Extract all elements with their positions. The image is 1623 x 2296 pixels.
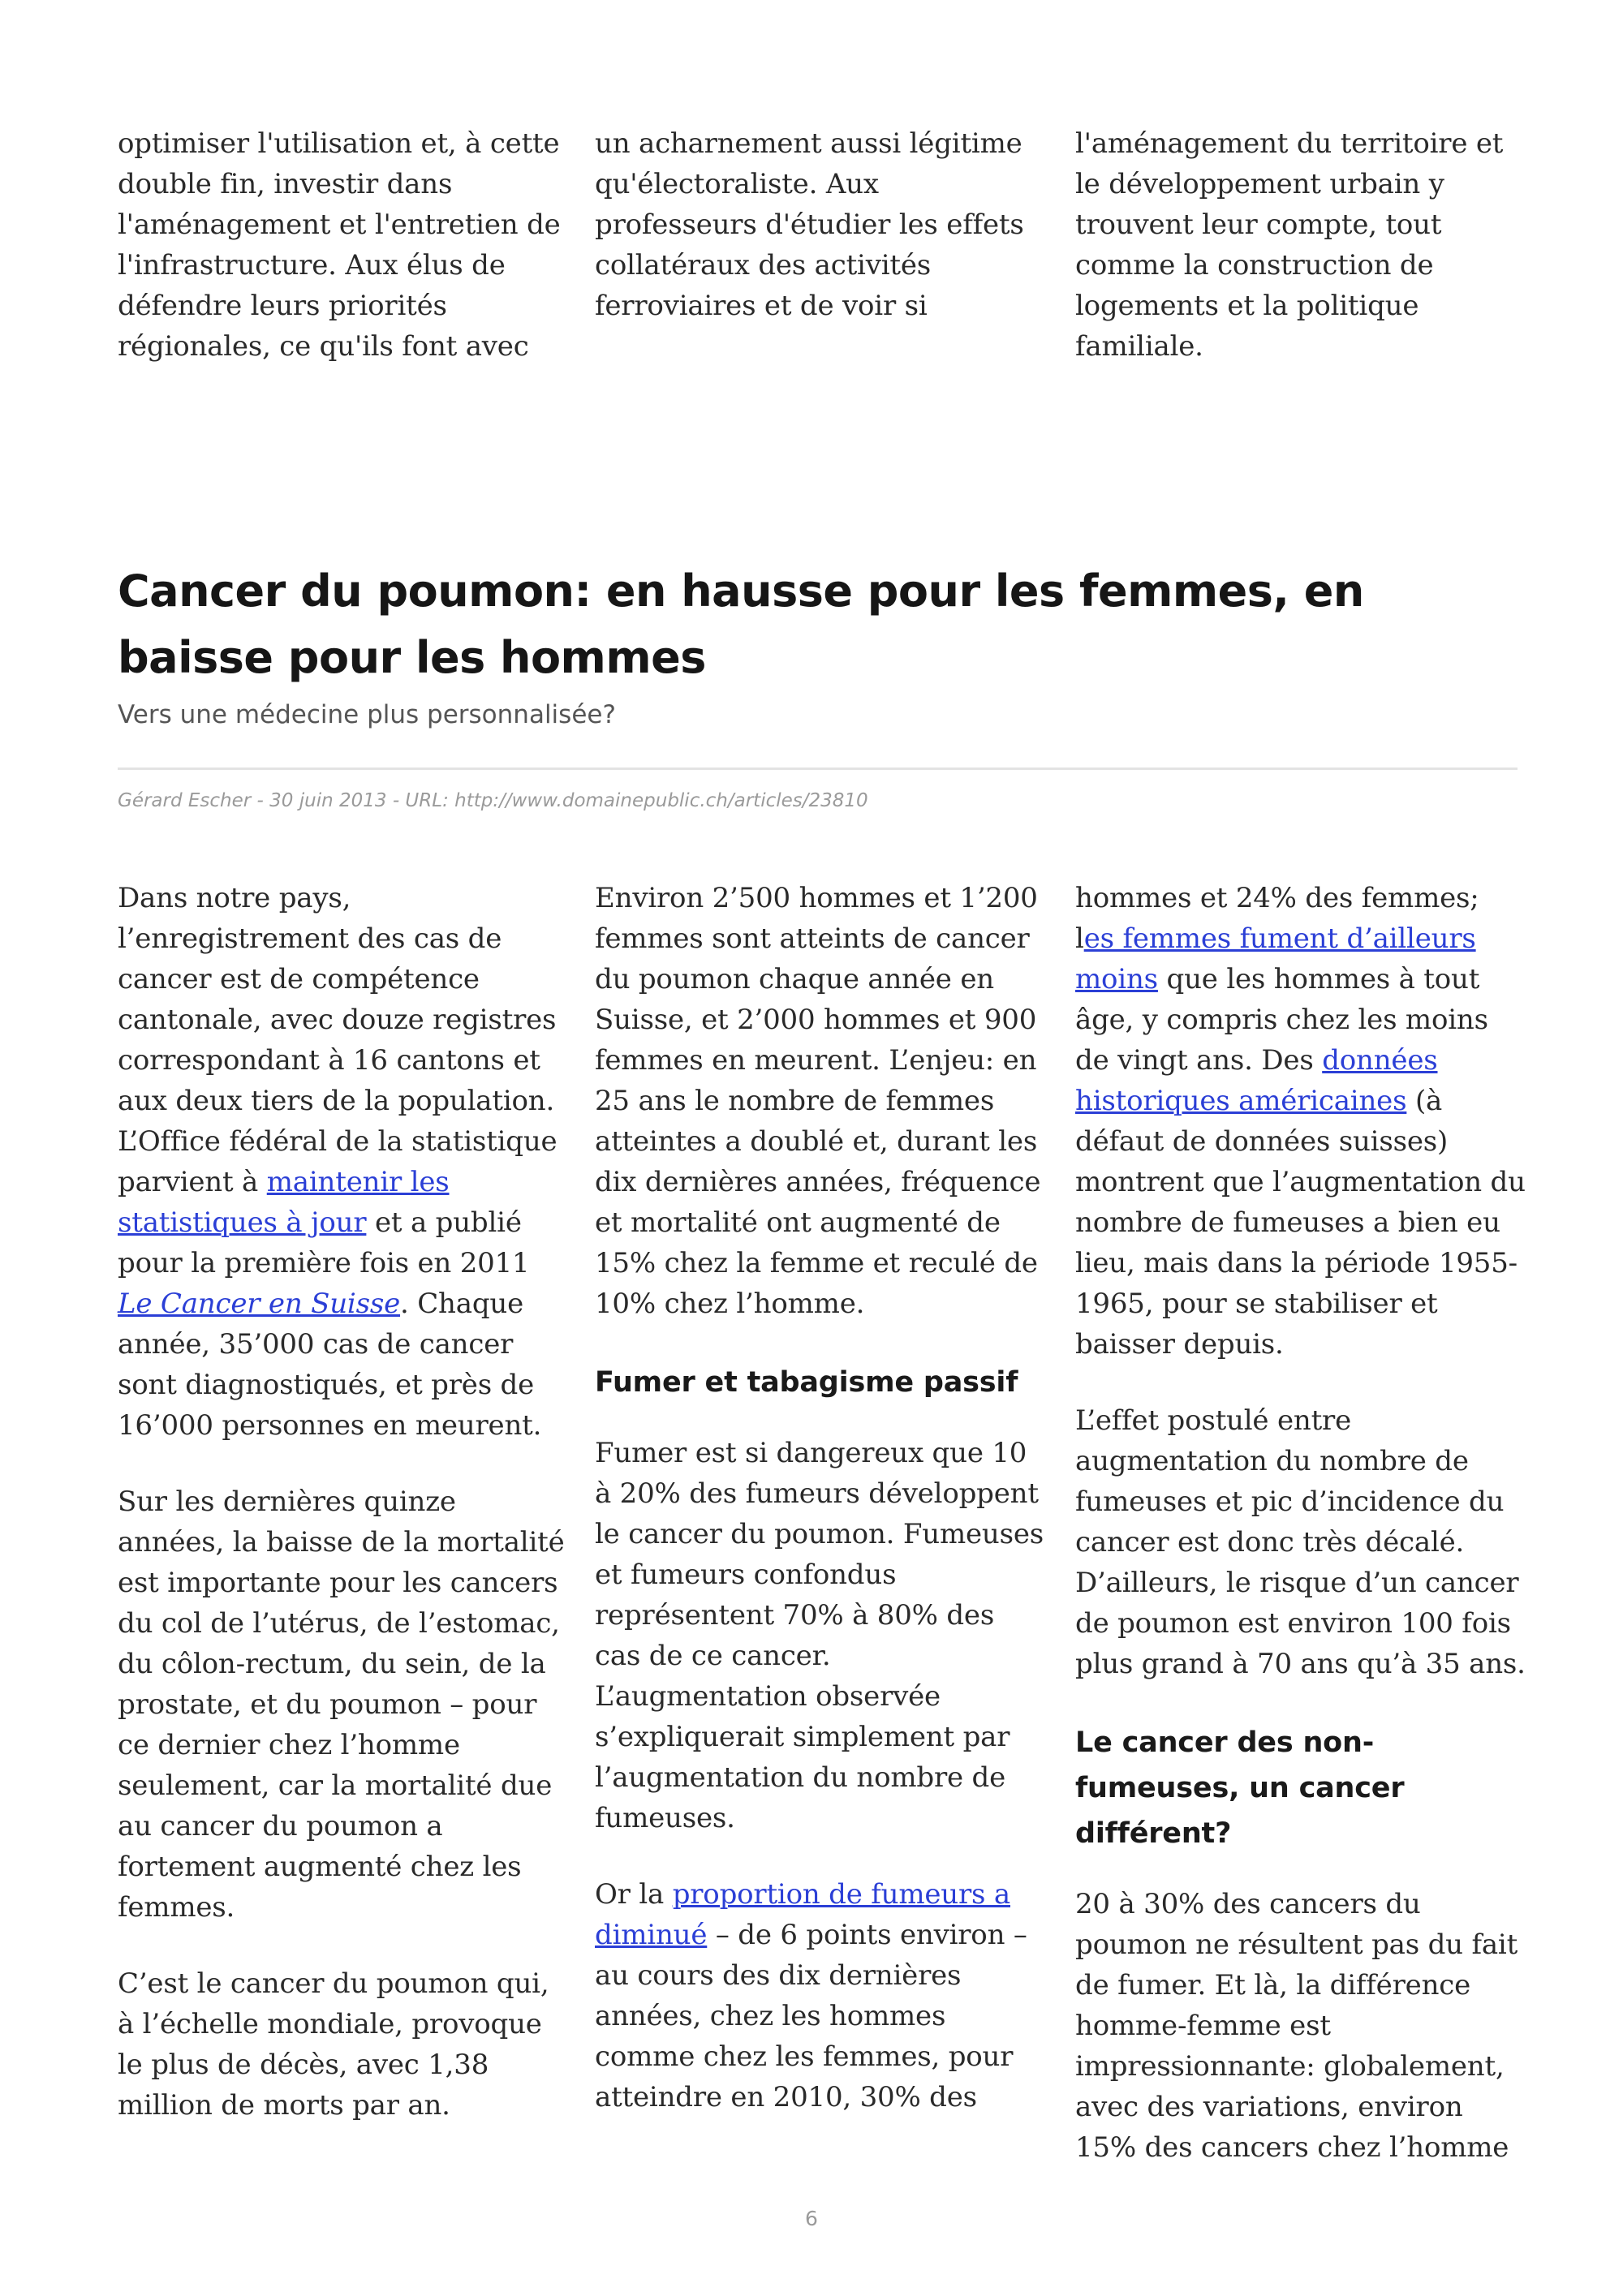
- section-heading: Le cancer des non-fumeuses, un cancer différent?: [1075, 1726, 1405, 1850]
- section-heading: Fumer et tabagisme passif: [595, 1366, 1018, 1399]
- link-proportion-fumeurs[interactable]: proportion de fumeurs a diminué: [595, 1878, 1010, 1951]
- link-maintenir-statistiques[interactable]: maintenir les statistiques à jour: [118, 1166, 450, 1239]
- previous-article-column-1: [118, 123, 568, 402]
- paragraph: optimiser l'utilisation et, à cette double fin, investir dans l'aménagement et l'entretien de l'infrastructure. Aux élus de défendre leurs priorités régionales, ce qu'ils font avec: [118, 127, 561, 363]
- paragraph: C’est le cancer du poumon qui, à l’échelle mondiale, provoque le plus de décès, avec 1,38 million de morts par an.: [118, 1967, 549, 2122]
- paragraph: Dans notre pays, l’enregistrement des cas de cancer est de compétence cantonale, avec douze registres correspondant à 16 cantons et aux deux tiers de la population. L’Office fédéral de la statistique parvient à maintenir les statistiques à jour et a publié pour la première fois en 2011 Le Cancer en Suisse. Chaque année, 35’000 cas de cancer sont diagnostiqués, et près de 16’000 personnes en meurent.: [118, 882, 558, 1442]
- article-column-3: [1075, 878, 1526, 2204]
- paragraph: Sur les dernières quinze années, la baisse de la mortalité est importante pour les cancers du col de l’utérus, de l’estomac, du côlon-rectum, du sein, de la prostate, et du poumon – pour ce dernier chez l’homme seulement, car la mortalité due au cancer du poumon a fortement augmenté chez les femmes.: [118, 1486, 565, 1924]
- paragraph: hommes et 24% des femmes; les femmes fument d’ailleurs moins que les hommes à tout âge, y compris chez les moins de vingt ans. Des données historiques américaines (à défaut de données suisses) montrent que l’augmentation du nombre de fumeuses a bien eu lieu, mais dans la période 1955-1965, pour se stabiliser et baisser depuis.: [1075, 882, 1526, 1361]
- paragraph: Or la proportion de fumeurs a diminué – de 6 points environ – au cours des dix dernières années, chez les hommes comme chez les femmes, pour atteindre en 2010, 30% des: [595, 1878, 1027, 2113]
- paragraph: L’effet postulé entre augmentation du nombre de fumeuses et pic d’incidence du cancer est donc très décalé. D’ailleurs, le risque d’un cancer de poumon est environ 100 fois plus grand à 70 ans qu’à 35 ans.: [1075, 1404, 1526, 1680]
- page-number: 6: [805, 2207, 818, 2230]
- paragraph: Fumer est si dangereux que 10 à 20% des fumeurs développent le cancer du poumon. Fumeuses et fumeurs confondus représentent 70% à 80% des cas de ce cancer. L’augmentation observée s’expliquerait simplement par l’augmentation du nombre de fumeuses.: [595, 1437, 1044, 1834]
- article-column-1: [118, 878, 568, 2161]
- previous-article-column-3: [1075, 123, 1526, 402]
- link-femmes-fument-moins[interactable]: es femmes fument d’ailleurs moins: [1075, 922, 1476, 995]
- previous-article-column-2: [595, 123, 1045, 362]
- article-subtitle: Vers une médecine plus personnalisée?: [118, 700, 616, 729]
- paragraph: un acharnement aussi légitime qu'électoraliste. Aux professeurs d'étudier les effets collatéraux des activités ferroviaires et de voir si: [595, 127, 1024, 322]
- header-divider: [118, 767, 1518, 770]
- link-le-cancer-en-suisse[interactable]: Le Cancer en Suisse: [118, 1288, 401, 1320]
- paragraph: 20 à 30% des cancers du poumon ne résultent pas du fait de fumer. Et là, la différence homme-femme est impressionnante: globalement, avec des variations, environ 15% des cancers chez l’homme: [1075, 1888, 1518, 2164]
- article-column-2: [595, 878, 1045, 2153]
- article-title: Cancer du poumon: en hausse pour les femmes, en baisse pour les hommes: [118, 565, 1364, 683]
- paragraph: l'aménagement du territoire et le développement urbain y trouvent leur compte, tout comme la construction de logements et la politique familiale.: [1075, 127, 1504, 363]
- paragraph: Environ 2’500 hommes et 1’200 femmes sont atteints de cancer du poumon chaque année en Suisse, et 2’000 hommes et 900 femmes en meurent. L’enjeu: en 25 ans le nombre de femmes atteintes a doublé et, durant les dix dernières années, fréquence et mortalité ont augmenté de 15% chez la femme et reculé de 10% chez l’homme.: [595, 882, 1041, 1320]
- link-donnees-historiques[interactable]: données historiques américaines: [1075, 1044, 1438, 1117]
- article-byline: Gérard Escher - 30 juin 2013 - URL: http://www.domainepublic.ch/articles/23810: [118, 790, 868, 811]
